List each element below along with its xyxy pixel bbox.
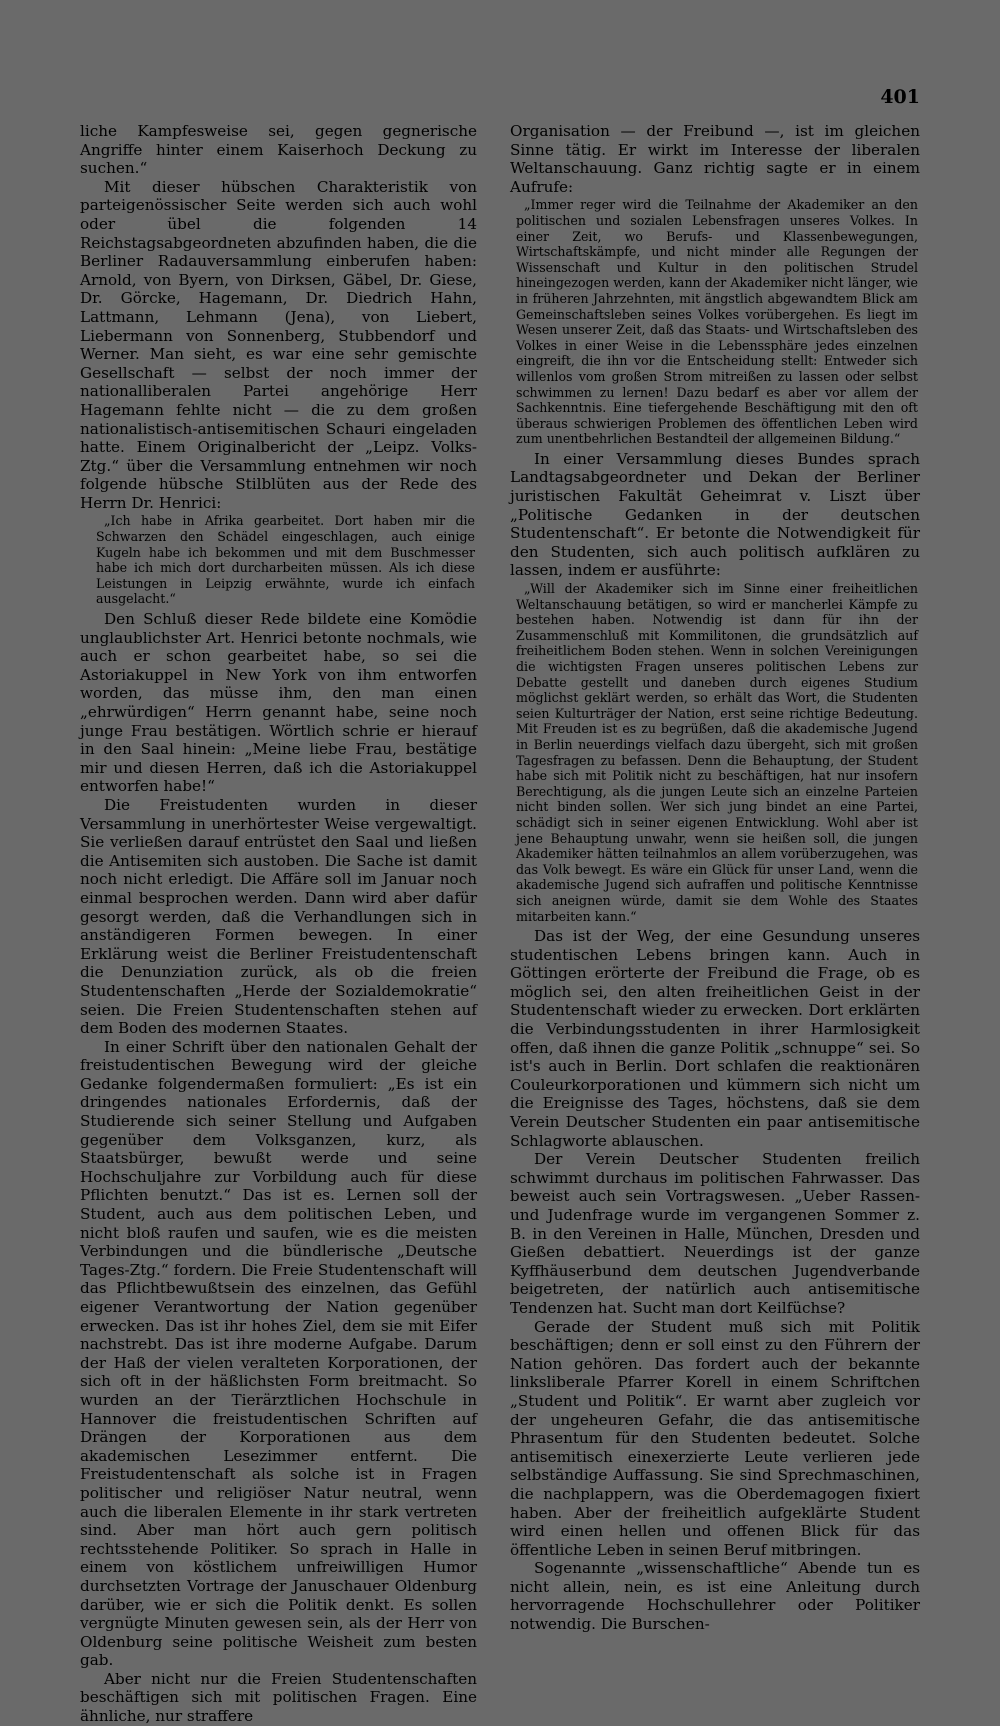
- block-quote: „Immer reger wird die Teilnahme der Akademiker an den politischen und sozialen Lebensfragen unseres Volkes. In einer Zeit, wo Berufs- und Klassenbewegungen, Wirtschaftskämpfe, und nicht minder alle Regungen der Wissenschaft und Kultur in den politischen Strudel hineingezogen werden, kann der Akademiker nicht länger, wie in früheren Jahrzehnten, mit ängstlich abgewandtem Blick am Gemeinschaftsleben seines Volkes vorübergehen. Es liegt im Wesen unserer Zeit, daß das Staats- und Wirtschaftsleben des Volkes in einer Weise in die Lebenssphäre jedes einzelnen eingreift, die ihn vor die Entscheidung stellt: Entweder sich willenlos vom großen Strom mitreißen zu lassen oder selbst schwimmen zu lernen! Dazu bedarf es aber vor allem der Sachkenntnis. Eine tiefergehende Beschäftigung mit den oft überaus schwierigen Problemen des öffentlichen Leben wird zum unentbehrlichen Bestandteil der allgemeinen Bildung.“: [516, 197, 918, 447]
- page-number: 401: [880, 86, 920, 108]
- paragraph: In einer Schrift über den nationalen Gehalt der freistudentischen Bewegung wird der gleiche Gedanke folgendermaßen formuliert: „Es ist ein dringendes nationales Erfordernis, daß der Studierende sich seiner Stellung und Aufgaben gegenüber dem Volksganzen, kurz, als Staatsbürger, bewußt werde und seine Hochschuljahre zur Vorbildung auch für diese Pflichten benutzt.“ Das ist es. Lernen soll der Student, auch aus dem politischen Leben, und nicht bloß raufen und saufen, wie es die meisten Verbindungen und die bündlerische „Deutsche Tages-Ztg.“ fordern. Die Freie Studentenschaft will das Pflichtbewußtsein des einzelnen, das Gefühl eigener Verantwortung der Nation gegenüber erwecken. Das ist ihr hohes Ziel, dem sie mit Eifer nachstrebt. Das ist ihre moderne Aufgabe. Darum der Haß der vielen veralteten Korporationen, der sich oft in der häßlichsten Form breitmacht. So wurden an der Tierärztlichen Hochschule in Hannover die freistudentischen Schriften auf Drängen der Korporationen aus dem akademischen Lesezimmer entfernt. Die Freistudentenschaft als solche ist in Fragen politischer und religiöser Natur neutral, wenn auch die liberalen Elemente in ihr stark vertreten sind. Aber man hört auch gern politisch rechtsstehende Politiker. So sprach in Halle in einem von köstlichem unfreiwilligen Humor durchsetzten Vortrage der Januschauer Oldenburg darüber, wie er sich die Politik denkt. Es sollen vergnügte Minuten gewesen sein, als der Herr von Oldenburg seine politische Weisheit zum besten gab.: [80, 1037, 477, 1670]
- paragraph: liche Kampfesweise sei, gegen gegnerische Angriffe hinter einem Kaiserhoch Deckung zu suchen.“: [80, 122, 477, 178]
- paragraph: Sogenannte „wissenschaftliche“ Abende tun es nicht allein, nein, es ist eine Anleitung durch hervorragende Hochschullehrer oder Politiker notwendig. Die Burschen-: [510, 1559, 920, 1634]
- left-column: [80, 122, 477, 1726]
- paragraph: Die Freistudenten wurden in dieser Versammlung in unerhörtester Weise vergewaltigt. Sie verließen darauf entrüstet den Saal und ließen die Antisemiten sich austoben. Die Sache ist damit noch nicht erledigt. Die Affäre soll im Januar noch einmal besprochen werden. Dann wird aber dafür gesorgt werden, daß die Verhandlungen sich in anständigeren Formen bewegen. In einer Erklärung weist die Berliner Freistudentenschaft die Denunziation zurück, als ob die freien Studentenschaften „Herde der Sozialdemokratie“ seien. Die Freien Studentenschaften stehen auf dem Boden des modernen Staates.: [80, 795, 477, 1038]
- paragraph: Aber nicht nur die Freien Studentenschaften beschäftigen sich mit politischen Fragen. Eine ähnliche, nur straffere: [80, 1669, 477, 1726]
- block-quote: „Will der Akademiker sich im Sinne einer freiheitlichen Weltanschauung betätigen, so wird er mancherlei Kämpfe zu bestehen haben. Notwendig ist dann für ihn der Zusammenschluß mit Kommilitonen, die grundsätzlich auf freiheitlichem Boden stehen. Wenn in solchen Vereinigungen die wichtigsten Fragen unseres politischen Lebens zur Debatte gestellt und daneben durch eigenes Studium möglichst geklärt werden, so erhält das Wort, die Studenten seien Kulturträger der Nation, erst seine richtige Bedeutung. Mit Freuden ist es zu begrüßen, daß die akademische Jugend in Berlin neuerdings vielfach dazu übergeht, sich mit großen Tagesfragen zu befassen. Denn die Behauptung, der Student habe sich mit Politik nicht zu beschäftigen, hat nur insofern Berechtigung, als die jungen Leute sich an einzelne Parteien nicht binden sollen. Wer sich jung bindet an eine Partei, schädigt sich in seiner eigenen Entwicklung. Wohl aber ist jene Behauptung unwahr, wenn sie heißen soll, die jungen Akademiker hätten teilnahmlos an allem vorüberzugehen, was das Volk bewegt. Es wäre ein Glück für unser Land, wenn die akademische Jugend sich aufraffen und politische Kenntnisse sich aneignen würde, damit sie dem Wohle des Staates mitarbeiten kann.“: [516, 581, 918, 924]
- paragraph: Gerade der Student muß sich mit Politik beschäftigen; denn er soll einst zu den Führern der Nation gehören. Das fordert auch der bekannte linksliberale Pfarrer Korell in einem Schriftchen „Student und Politik“. Er warnt aber zugleich vor der ungeheuren Gefahr, die das antisemitische Phrasentum für den Studenten bedeutet. Solche antisemitisch einexerzierte Leute verlieren jede selbständige Auffassung. Sie sind Sprechmaschinen, die nachplappern, was die Oberdemagogen fixiert haben. Aber der freiheitlich aufgeklärte Student wird einen hellen und offenen Blick für das öffentliche Leben in seinen Beruf mitbringen.: [510, 1317, 920, 1559]
- paragraph: Organisation — der Freibund —, ist im gleichen Sinne tätig. Er wirkt im Interesse der liberalen Weltanschauung. Ganz richtig sagte er in einem Aufrufe:: [510, 122, 920, 196]
- paragraph: Den Schluß dieser Rede bildete eine Komödie unglaublichster Art. Henrici betonte nochmals, wie auch er schon gearbeitet habe, so sei die Astoriakuppel in New York von ihm entworfen worden, das müsse ihm, den man einen „ehrwürdigen“ Herrn genannt habe, seine noch junge Frau bestätigen. Wörtlich schrie er hierauf in den Saal hinein: „Meine liebe Frau, bestätige mir und diesen Herren, daß ich die Astoriakuppel entworfen habe!“: [80, 610, 477, 796]
- paragraph: Mit dieser hübschen Charakteristik von parteigenössischer Seite werden sich auch wohl oder übel die folgenden 14 Reichstagsabgeordneten abzufinden haben, die die Berliner Radauversammlung einberufen haben: Arnold, von Byern, von Dirksen, Gäbel, Dr. Giese, Dr. Görcke, Hagemann, Dr. Diedrich Hahn, Lattmann, Lehmann (Jena), von Liebert, Liebermann von Sonnenberg, Stubbendorf und Werner. Man sieht, es war eine sehr gemischte Gesellschaft — selbst der noch immer der nationalliberalen Partei angehörige Herr Hagemann fehlte nicht — die zu dem großen nationalistisch-antisemitischen Schauri eingeladen hatte. Einem Originalbericht der „Leipz. Volks-Ztg.“ über die Versammlung entnehmen wir noch folgende hübsche Stilblüten aus der Rede des Herrn Dr. Henrici:: [80, 177, 477, 512]
- paragraph: Der Verein Deutscher Studenten freilich schwimmt durchaus im politischen Fahrwasser. Das beweist auch sein Vortragswesen. „Ueber Rassen- und Judenfrage wurde im vergangenen Sommer z. B. in den Vereinen in Halle, München, Dresden und Gießen debattiert. Neuerdings ist der ganze Kyffhäuserbund dem deutschen Jugendverbande beigetreten, der natürlich auch antisemitische Tendenzen hat. Sucht man dort Keilfüchse?: [510, 1150, 920, 1317]
- right-column: [510, 122, 920, 1634]
- block-quote: „Ich habe in Afrika gearbeitet. Dort haben mir die Schwarzen den Schädel eingeschlagen, auch einige Kugeln habe ich bekommen und mit dem Buschmesser habe ich mich dort durcharbeiten müssen. Als ich diese Leistungen in Leipzig erwähnte, wurde ich einfach ausgelacht.“: [96, 513, 475, 607]
- paragraph: In einer Versammlung dieses Bundes sprach Landtagsabgeordneter und Dekan der Berliner juristischen Fakultät Geheimrat v. Liszt über „Politische Gedanken in der deutschen Studentenschaft“. Er betonte die Notwendigkeit für den Studenten, sich auch politisch aufklären zu lassen, indem er ausführte:: [510, 449, 920, 580]
- paragraph: Das ist der Weg, der eine Gesundung unseres studentischen Lebens bringen kann. Auch in Göttingen erörterte der Freibund die Frage, ob es möglich sei, den alten freiheitlichen Geist in der Studentenschaft wieder zu erwecken. Dort erklärten die Verbindungsstudenten in ihrer Harmlosigkeit offen, daß ihnen die ganze Politik „schnuppe“ sei. So ist's auch in Berlin. Dort schlafen die reaktionären Couleurkorporationen und kümmern sich nicht um die Ereignisse des Tages, höchstens, daß sie dem Verein Deutscher Studenten ein paar antisemitische Schlagworte ablauschen.: [510, 927, 920, 1150]
